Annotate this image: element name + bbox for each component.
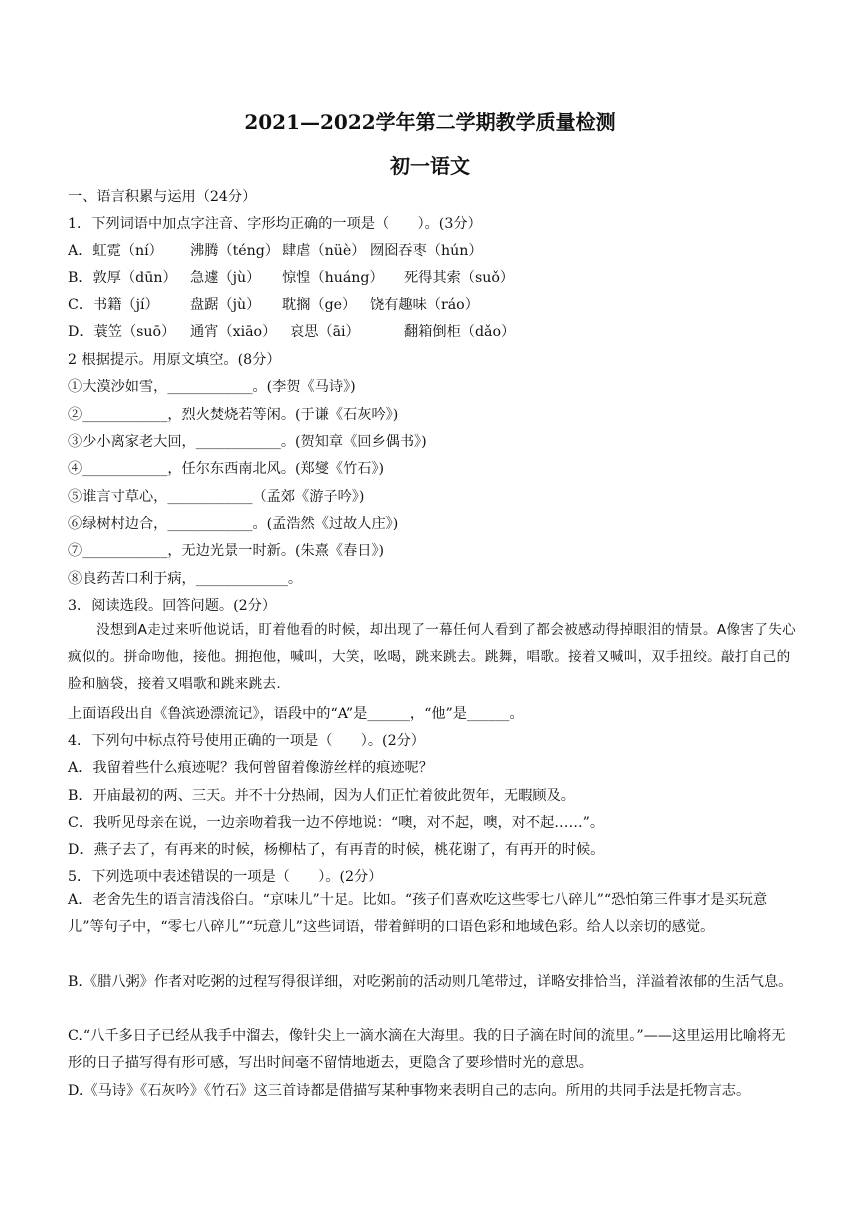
q1-option-c [68, 296, 798, 314]
q3-stem: 3．阅读选段。回答问题。(2分） [68, 598, 277, 614]
q1-c-4: 饶有趣味（ráo） [370, 297, 479, 313]
q1-b-1: B．敦厚（dūn） [68, 270, 177, 286]
q3-passage: 没想到A走过来听他说话，盯着他看的时候，却出现了一幕任何人看到了都会被感动得掉眼泪的情景。A像害了失心疯似的。拼命吻他，接他。拥抱他，喊叫，大笑，吆喝，跳来跳去。跳舞，唱歌。接着又喊叫，双手扭绞。敲打自己的脸和脑袋，接着又唱歌和跳来跳去. [68, 622, 796, 692]
q1-option-d [68, 323, 798, 341]
q1-d-1: D．蓑笠（suō） [68, 324, 176, 340]
q5-option-d: D.《马诗》《石灰吟》《竹石》这三首诗都是借描写某种事物来表明自己的志向。所用的共同手法是托物言志。 [68, 1083, 751, 1099]
q1-a-1: A．虹霓（ní） [68, 243, 163, 259]
q1-d-3: 哀思（āi） [290, 324, 360, 340]
q1-b-3: 惊惶（huáng） [282, 270, 384, 286]
q5-option-b: B.《腊八粥》作者对吃粥的过程写得很详细，对吃粥前的活动则几笔带过，详略安排恰当，洋溢着浓郁的生活气息。 [68, 974, 793, 990]
q1-option-a [68, 242, 798, 260]
q1-a-4: 囫囵吞枣（hún） [370, 243, 483, 259]
q2-item: ④____________，任尔东西南北风。(郑燮《竹石》) [68, 461, 385, 477]
q2-item: ⑧良药苦口利于病，_____________。 [68, 571, 303, 587]
page-subtitle: 初一语文 [390, 154, 470, 178]
q5-stem: 5．下列选项中表述错误的一项是（ ）。(2分） [68, 869, 383, 885]
q1-d-4: 翻箱倒柜（dǎo） [404, 324, 516, 340]
page-title: 2021—2022学年第二学期教学质量检测 [244, 110, 616, 134]
q2-item: ⑥绿树村边合，____________。(孟浩然《过故人庄》) [68, 516, 399, 532]
q2-stem: 2 根据提示。用原文填空。(8分） [68, 352, 281, 368]
q5-option-a: A．老舍先生的语言清浅俗白。“京味儿”十足。比如。“孩子们喜欢吃这些零七八碎儿”“恐怕第三件事才是买玩意儿”等句子中，“零七八碎儿”“玩意儿”这些词语，带着鲜明的口语色彩和地域色彩。给人以亲切的感觉。 [68, 892, 768, 935]
q1-c-2: 盘踞（jù） [190, 297, 261, 313]
q2-item: ①大漠沙如雪，____________。(李贺《马诗》) [68, 379, 356, 395]
q4-option-d: D．燕子去了，有再来的时候，杨柳枯了，有再青的时候，桃花谢了，有再开的时候。 [68, 842, 605, 858]
q1-b-2: 急遽（jù） [190, 270, 261, 286]
q1-stem: 1．下列词语中加点字注音、字形均正确的一项是（ ）。(3分） [68, 216, 482, 232]
q1-d-2: 通宵（xiāo） [190, 324, 277, 340]
q1-b-4: 死得其索（suǒ） [404, 270, 515, 286]
q1-a-3: 肆虐（nüè） [282, 243, 366, 259]
q2-item: ⑦____________，无边光景一时新。(朱熹《春日》) [68, 543, 385, 559]
q2-item: ⑤谁言寸草心，____________（孟郊《游子吟》) [68, 489, 365, 505]
q2-item: ③少小离家老大回，____________。(贺知章《回乡偶书》) [68, 434, 427, 450]
q4-option-c: C．我听见母亲在说，一边亲吻着我一边不停地说：“噢，对不起，噢，对不起……”。 [68, 815, 605, 831]
q1-option-b [68, 269, 798, 287]
q4-stem: 4．下列句中标点符号使用正确的一项是（ ）。(2分） [68, 733, 425, 749]
q2-item: ②____________，烈火焚烧若等闲。(于谦《石灰吟》) [68, 407, 399, 423]
q1-c-3: 耽搁（ge） [282, 297, 357, 313]
section-heading: 一、语言积累与运用（24分） [68, 189, 257, 205]
q3-question: 上面语段出自《鲁滨逊漂流记》，语段中的“A”是______，“他”是______。 [68, 706, 524, 722]
q5-option-c: C.“八千多日子已经从我手中溜去，像针尖上一滴水滴在大海里。我的日子滴在时间的流里。”——这里运用比喻将无形的日子描写得有形可感，写出时间毫不留情地逝去，更隐含了要珍惜时光的意思。 [68, 1028, 786, 1071]
q4-option-a: A．我留着些什么痕迹呢？我何曾留着像游丝样的痕迹呢？ [68, 760, 433, 776]
q1-c-1: C．书籍（jí） [68, 297, 159, 313]
q4-option-b: B．开庙最初的两、三天。并不十分热闹，因为人们正忙着彼此贺年，无暇顾及。 [68, 788, 575, 804]
q1-a-2: 沸腾（téng） [190, 243, 280, 259]
